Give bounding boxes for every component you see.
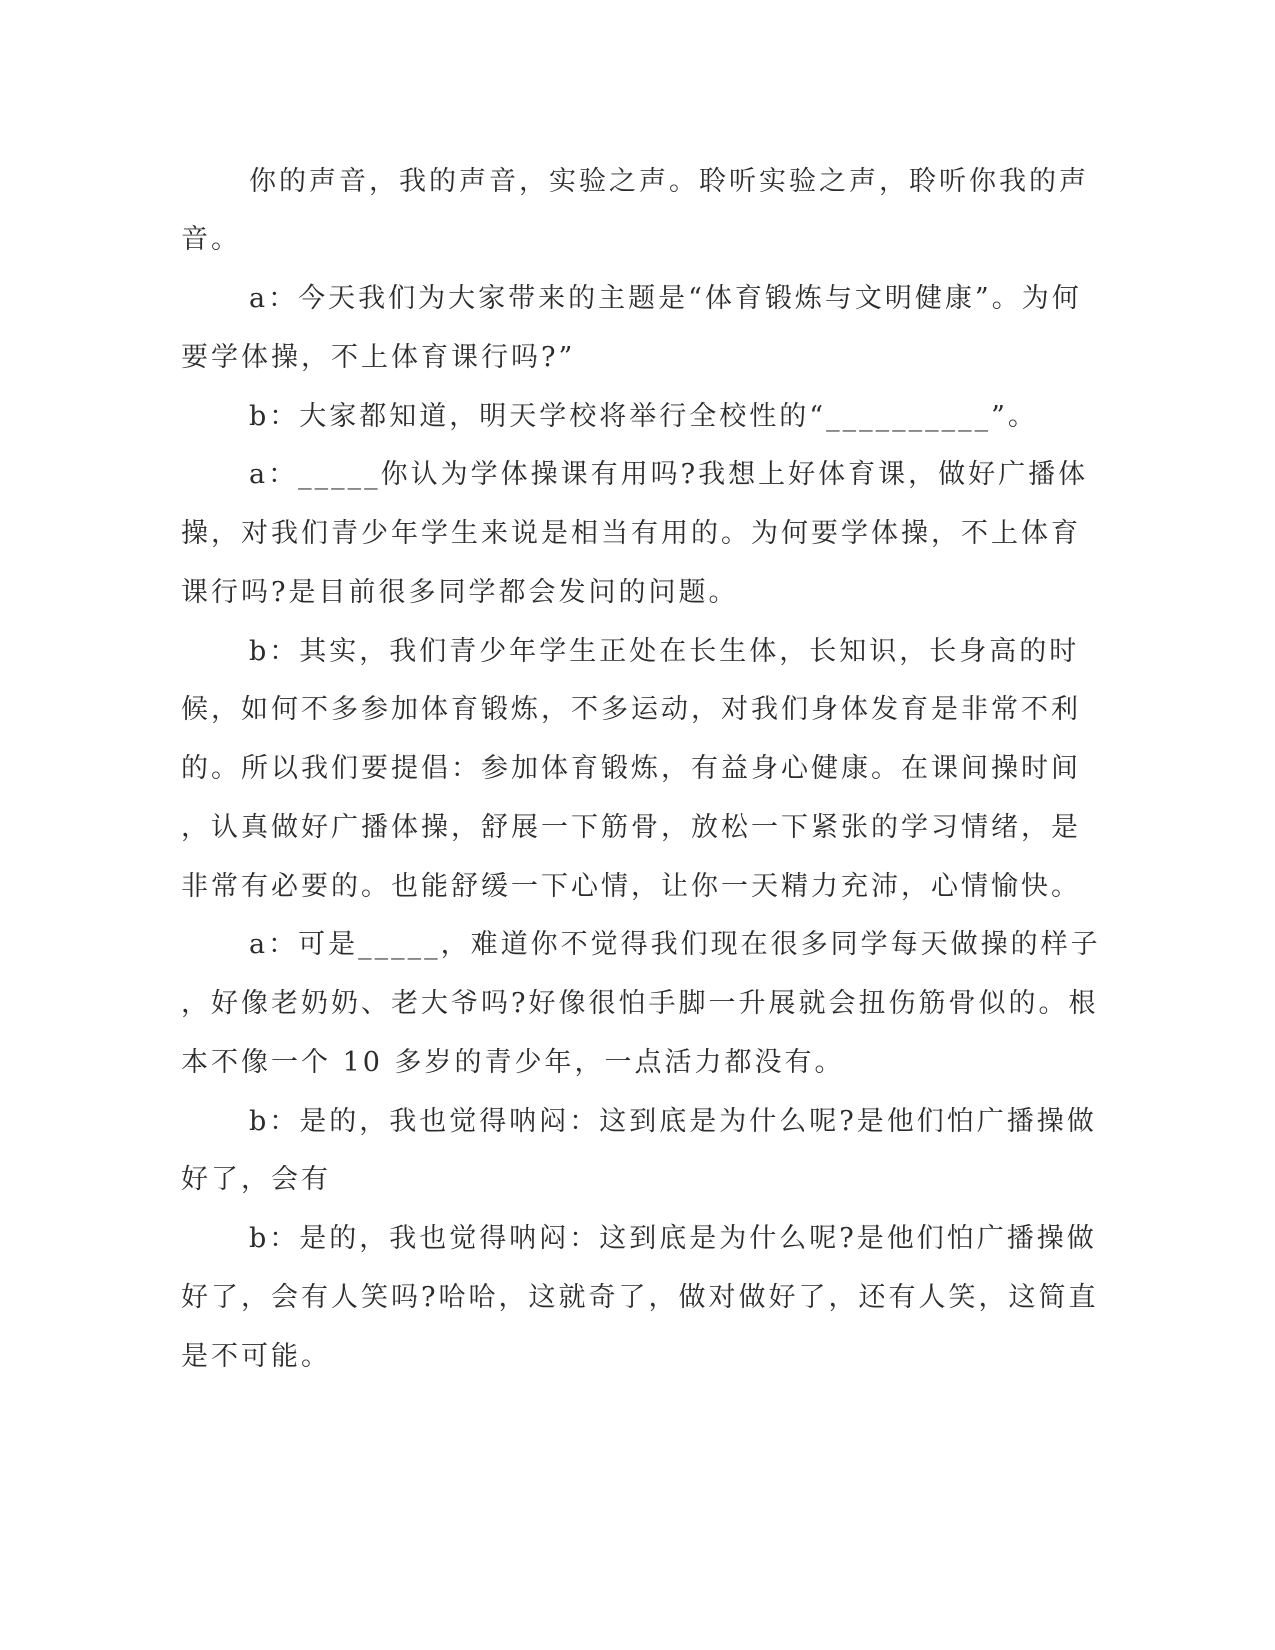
paragraph-line: b：其实，我们青少年学生正处在长生体，长知识，长身高的时 bbox=[249, 636, 1080, 667]
paragraph-line: ，好像老奶奶、老大爷吗?好像很怕手脚一升展就会扭伤筋骨似的。根 bbox=[181, 988, 1099, 1019]
paragraph-line: b：是的，我也觉得呐闷：这到底是为什么呢?是他们怕广播操做 bbox=[249, 1223, 1097, 1254]
paragraph-line: b：是的，我也觉得呐闷：这到底是为什么呢?是他们怕广播操做 bbox=[249, 1106, 1097, 1137]
paragraph-line: 好了，会有人笑吗?哈哈，这就奇了，做对做好了，还有人笑，这简直 bbox=[181, 1282, 1099, 1313]
paragraph-line: 操，对我们青少年学生来说是相当有用的。为何要学体操，不上体育 bbox=[181, 518, 1081, 549]
paragraph-line: 音。 bbox=[181, 224, 241, 255]
paragraph-line: 是不可能。 bbox=[181, 1341, 331, 1372]
paragraph-line: b：大家都知道，明天学校将举行全校性的“__________”。 bbox=[249, 401, 1038, 432]
paragraph-line: 非常有必要的。也能舒缓一下心情，让你一天精力充沛，心情愉快。 bbox=[181, 871, 1081, 902]
paragraph-line: 本不像一个 10 多岁的青少年，一点活力都没有。 bbox=[181, 1047, 845, 1078]
paragraph-line: a：可是_____，难道你不觉得我们现在很多同学每天做操的样子 bbox=[249, 929, 1101, 960]
paragraph-line: ，认真做好广播体操，舒展一下筋骨，放松一下紧张的学习情绪，是 bbox=[181, 812, 1081, 843]
paragraph-line: 好了，会有 bbox=[181, 1164, 331, 1195]
paragraph-line: 课行吗?是目前很多同学都会发问的问题。 bbox=[181, 577, 739, 608]
paragraph-line: 你的声音，我的声音，实验之声。聆听实验之声，聆听你我的声 bbox=[249, 166, 1089, 197]
paragraph-line: a：今天我们为大家带来的主题是“体育锻炼与文明健康”。为何 bbox=[249, 283, 1082, 314]
paragraph-line: 候，如何不多参加体育锻炼，不多运动，对我们身体发育是非常不利 bbox=[181, 694, 1081, 725]
paragraph-line: a：_____你认为学体操课有用吗?我想上好体育课，做好广播体 bbox=[249, 459, 1089, 490]
paragraph-line: 的。所以我们要提倡：参加体育锻炼，有益身心健康。在课间操时间 bbox=[181, 753, 1081, 784]
paragraph-line: 要学体操，不上体育课行吗?” bbox=[181, 342, 576, 373]
